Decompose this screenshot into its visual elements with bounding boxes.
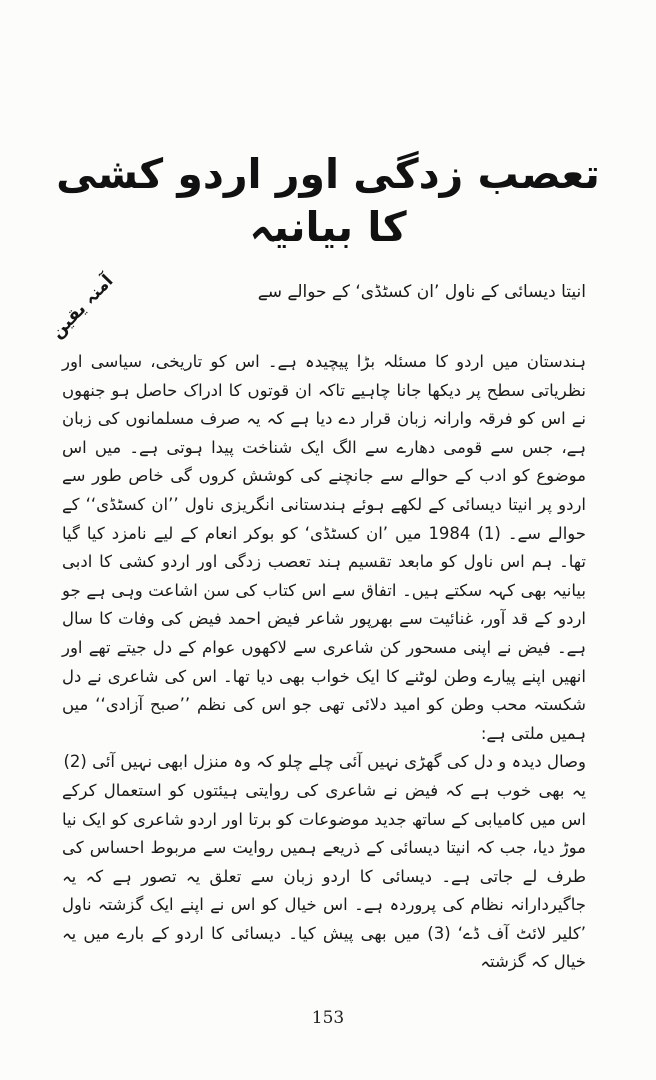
poetry-couplet: وصال دیدہ و دل کی گھڑی نہیں آئی چلے چلو کہ وہ منزل ابھی نہیں آئی (2) xyxy=(63,752,586,772)
page-number: 153 xyxy=(311,1008,345,1028)
body-paragraph-2: یہ بھی خوب ہے کہ فیض نے شاعری کی روایتی ہیئتوں کو استعمال کرکے اس میں کامیابی کے ساتھ جدید موضوعات کو برتا اور اردو شاعری کو ایک نیا موڑ دیا، جب کہ انیتا دیسائی کے ذریعے ہمیں روایت سے مربوط احساس کی طرف لے جاتی ہے۔ دیسائی کا اردو زبان سے تعلق یہ تصور ہے کہ یہ جاگیردارانہ نظام کی پروردہ ہے۔ اس خیال کو اس نے اپنے ایک گزشتہ ناول ’کلیر لائٹ آف ڈے‘ (3) میں بھی پیش کیا۔ دیسائی کا اردو کے بارے میں یہ خیال کہ گزشتہ xyxy=(62,780,586,972)
article-body xyxy=(62,348,586,977)
body-paragraph-1: ہندستان میں اردو کا مسئلہ بڑا پیچیدہ ہے۔ اس کو تاریخی، سیاسی اور نظریاتی سطح پر دیکھا جانا چاہیے تاکہ ان قوتوں کا ادراک حاصل ہو جنھوں نے اس کو فرقہ وارانہ زبان قرار دے دیا ہے کہ یہ صرف مسلمانوں کی زبان ہے، جس سے قومی دھارے سے الگ ایک شناخت پیدا ہوتی ہے۔ میں اس موضوع کو ادب کے حوالے سے جانچنے کی کوشش کروں گی خاص طور سے اردو پر انیتا دیسائی کے لکھے ہوئے ہندستانی انگریزی ناول ’’ان کسٹڈی‘‘ کے حوالے سے۔ (1) 1984 میں ’ان کسٹڈی‘ کو بوکر انعام کے لیے نامزد کیا گیا تھا۔ ہم اس ناول کو مابعد تقسیم ہند تعصب زدگی اور اردو کشی کا ادبی بیانیہ بھی کہہ سکتے ہیں۔ اتفاق سے اس کتاب کی سن اشاعت وہی ہے جو اردو کے قد آور، غنائیت سے بھرپور شاعر فیض احمد فیض کی وفات کا سال ہے۔ فیض نے اپنی مسحور کن شاعری سے لاکھوں عوام کے دل جیتے تھے اور انھیں اپنے پیارے وطن لوٹنے کا ایک خواب بھی دیا تھا۔ اس کی شاعری نے دل شکستہ محب وطن کو امید دلائی تھی جو اس کی نظم ’’صبح آزادی‘‘ میں ہمیں ملتی ہے: xyxy=(62,352,587,743)
author-name: آمنہ یقین xyxy=(47,271,118,343)
article-title: تعصب زدگی اور اردو کشی کا بیانیہ xyxy=(56,150,600,252)
article-subtitle: انیتا دیسائی کے ناول ’ان کسٹڈی‘ کے حوالے سے xyxy=(257,281,586,302)
